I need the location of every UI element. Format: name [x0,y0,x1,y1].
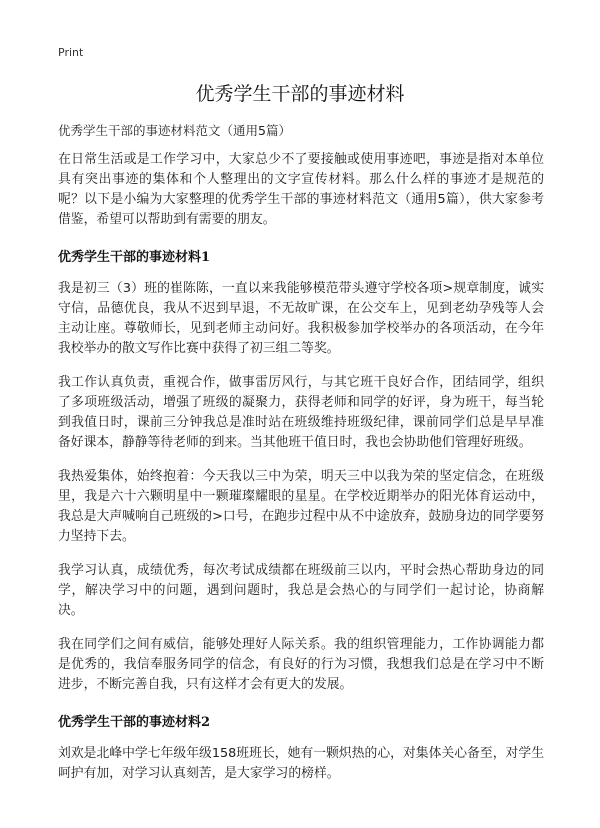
section1-paragraph-2: 我工作认真负责，重视合作，做事雷厉风行，与其它班干良好合作，团结同学，组织了多项班级活动，增强了班级的凝聚力，获得老师和同学的好评，身为班干，每当轮到我值日时，课前三分钟我总是准时站在班级维持班级纪律，课前同学们总是早早准备好课本，静静等待老师的到来。当其他班干值日时，我也会协助他们管理好班级。 [58,375,544,450]
intro-paragraph: 在日常生活或是工作学习中，大家总少不了要接触或使用事迹吧，事迹是指对本单位具有突出事迹的集体和个人整理出的文字宣传材料。那么什么样的事迹才是规范的呢？以下是小编为大家整理的优秀学生干部的事迹材料范文（通用5篇），供大家参考借鉴，希望可以帮助到有需要的朋友。 [58,152,544,227]
section2-paragraph-1: 刘欢是北峰中学七年级年级158班班长，她有一颗炽热的心，对集体关心备至，对学生呵护有加，对学习认真刻苦，是大家学习的榜样。 [58,746,544,781]
print-link[interactable]: Print [58,46,84,59]
section-heading-1: 优秀学生干部的事迹材料1 [58,250,211,265]
document-subtitle: 优秀学生干部的事迹材料范文（通用5篇） [58,123,291,138]
section-heading-2: 优秀学生干部的事迹材料2 [58,715,211,730]
page-title: 优秀学生干部的事迹材料 [195,83,405,105]
section1-paragraph-5: 我在同学们之间有威信，能够处理好人际关系。我的组织管理能力，工作协调能力都是优秀的，我信奉服务同学的信念，有良好的行为习惯，我想我们总是在学习中不断进步，不断完善自我，只有这样才会有更大的发展。 [58,637,544,692]
document-body [58,150,544,798]
section1-paragraph-1: 我是初三（3）班的崔陈陈，一直以来我能够模范带头遵守学校各项>规章制度，诚实守信，品德优良，我从不迟到早退，不无故旷课，在公交车上，见到老幼孕残等人会主动让座。尊敬师长，见到老师主动问好。我积极参加学校举办的各项活动，在今年我校举办的散文写作比赛中获得了初三组二等奖。 [58,281,544,356]
section1-paragraph-4: 我学习认真，成绩优秀，每次考试成绩都在班级前三以内，平时会热心帮助身边的同学，解决学习中的问题，遇到问题时，我总是会热心的与同学们一起讨论，协商解决。 [58,563,544,618]
section1-paragraph-3: 我热爱集体，始终抱着：今天我以三中为荣，明天三中以我为荣的坚定信念，在班级里，我是六十六颗明星中一颗璀璨耀眼的星星。在学校近期举办的阳光体育运动中，我总是大声喊响自己班级的>口号，在跑步过程中从不中途放弃，鼓励身边的同学要努力坚持下去。 [58,469,544,544]
